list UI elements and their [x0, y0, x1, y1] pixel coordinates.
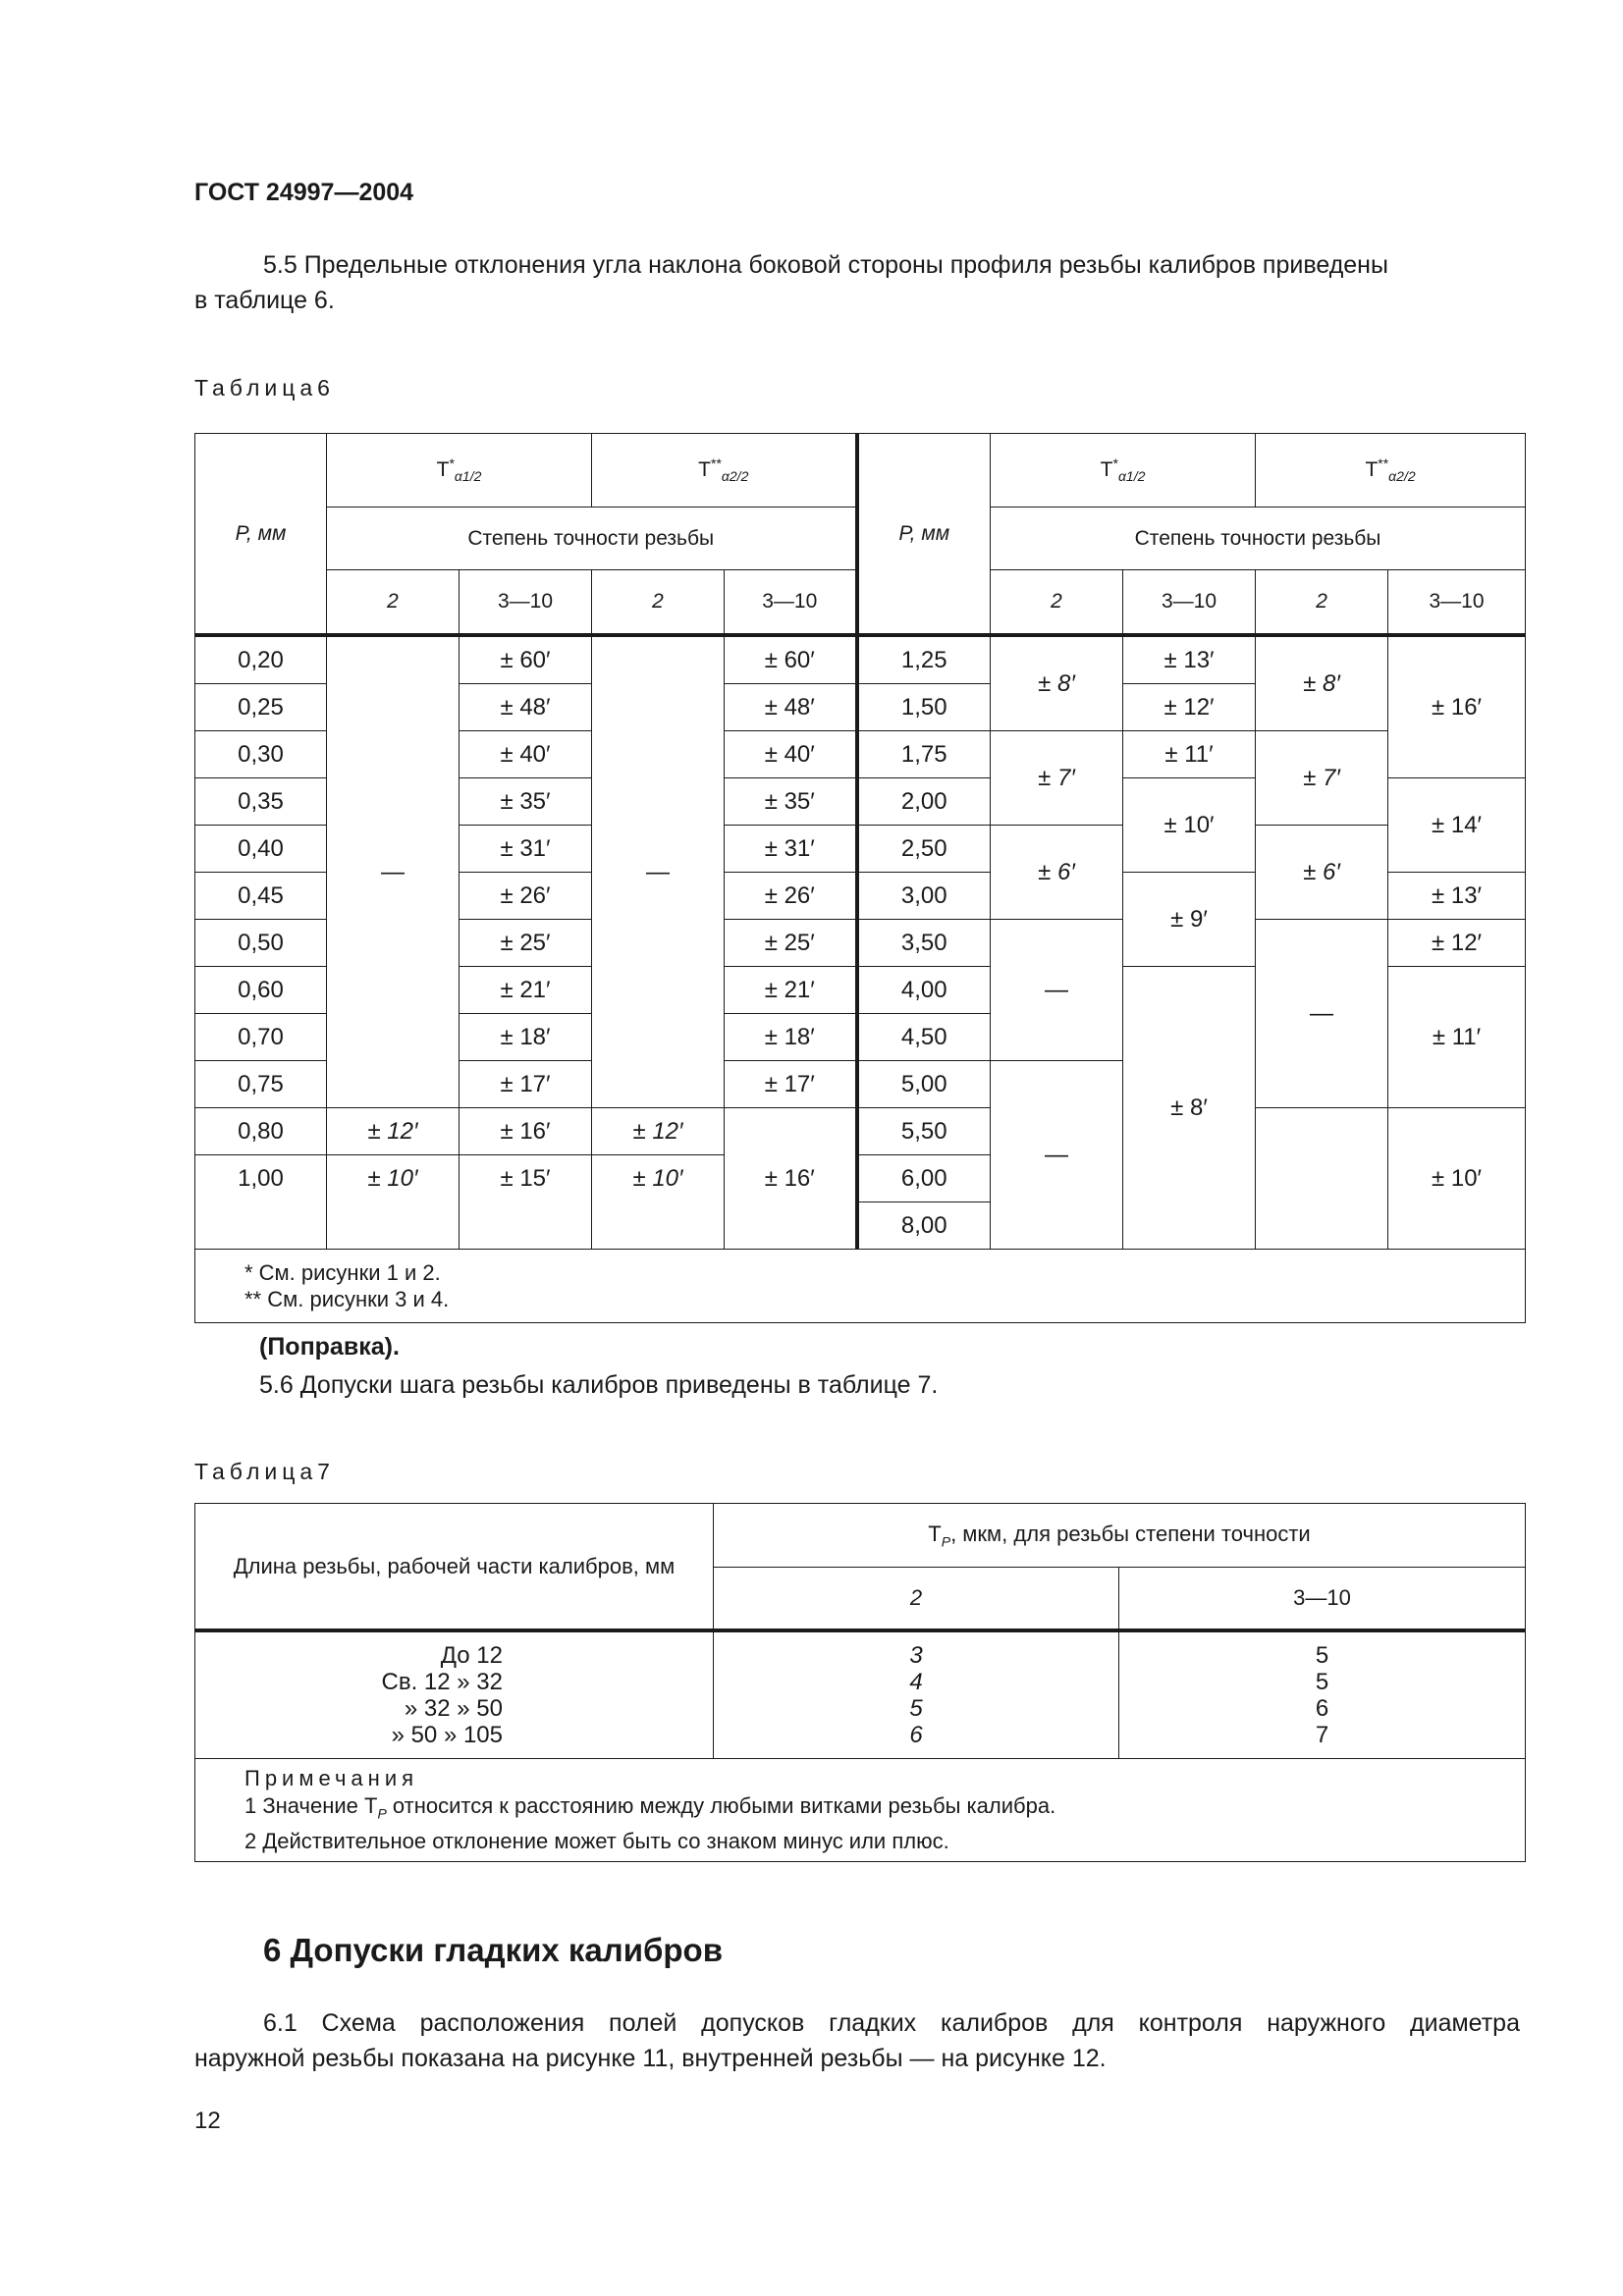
- table7-caption: Таблица7: [194, 1459, 335, 1484]
- table6-cell: 1,50: [857, 684, 991, 731]
- table6-p-header: P, мм: [195, 434, 327, 636]
- table6-caption: Таблица6: [194, 375, 335, 400]
- table6-cell: 0,45: [195, 873, 327, 920]
- table6-cell: ± 16′: [460, 1108, 592, 1155]
- paragraph-6-1-line2: наружной резьбы показана на рисунке 11, внутренней резьбы — на рисунке 12.: [194, 2045, 1107, 2072]
- table6-footnote-2: ** См. рисунки 3 и 4.: [244, 1287, 450, 1311]
- table6-cell: 0,40: [195, 826, 327, 873]
- table6-t1-header-right: $T^*_{\alpha 1/2}$: [991, 434, 1256, 507]
- table6-cell: ± 40′: [725, 731, 857, 778]
- table7-note-1: 1 Значение $T_P$ относится к расстоянию между любыми витками резьбы калибра.: [244, 1793, 1056, 1822]
- table7-value: 3: [909, 1642, 923, 1669]
- table6-cell: ± 10′: [1388, 1108, 1526, 1250]
- table6-cell: ± 6′: [1256, 826, 1388, 920]
- table6-p-header-right: P, мм: [857, 434, 991, 636]
- table6-t1-header: $T^*_{\alpha 1/2}$: [327, 434, 592, 507]
- table6-deg3-10: 3—10: [460, 570, 592, 636]
- table6-cell: ± 8′: [1123, 967, 1256, 1250]
- table7-value: 7: [1315, 1722, 1329, 1748]
- table7-note-2: 2 Действительное отклонение может быть со знаком минус или плюс.: [244, 1828, 949, 1853]
- paragraph-6-1-line1: 6.1 Схема расположения полей допусков гладких калибров для контроля наружного диаметра: [263, 2009, 1520, 2037]
- table7-deg3-values: [1119, 1630, 1526, 1759]
- table6-cell: ± 11′: [1388, 967, 1526, 1108]
- table7-length-row: Св. 12 » 32: [381, 1669, 503, 1695]
- table7-notes: [195, 1759, 1526, 1862]
- table6-t2-header-right: $T^{**}_{\alpha 2/2}$: [1256, 434, 1526, 507]
- table6-cell: 2,50: [857, 826, 991, 873]
- table6-cell: ± 12′: [592, 1108, 725, 1155]
- table6-cell: ± 18′: [725, 1014, 857, 1061]
- table6-cell: ± 10′: [592, 1155, 725, 1250]
- table6-cell: 0,20: [195, 635, 327, 684]
- table7: [194, 1503, 1526, 1862]
- table6-cell: ± 21′: [725, 967, 857, 1014]
- table6-cell: ± 8′: [1256, 635, 1388, 731]
- table7-length-header: Длина резьбы, рабочей части калибров, мм: [195, 1504, 714, 1631]
- table6-cell: ± 12′: [1388, 920, 1526, 967]
- table6-cell: ± 35′: [725, 778, 857, 826]
- table6-cell: —: [592, 635, 725, 1108]
- table6-deg3-10: 3—10: [725, 570, 857, 636]
- table6-cell: 1,00: [195, 1155, 327, 1250]
- paragraph-6-1: [194, 2005, 1520, 2076]
- table7-length-row: » 32 » 50: [404, 1695, 503, 1722]
- table7-value: 6: [909, 1722, 923, 1748]
- table6-cell: 8,00: [857, 1202, 991, 1250]
- table6-cell: ± 14′: [1388, 778, 1526, 873]
- table6-deg2: 2: [1256, 570, 1388, 636]
- table7-lengths: [195, 1630, 714, 1759]
- table6-cell: ± 11′: [1123, 731, 1256, 778]
- table6-cell: ± 13′: [1123, 635, 1256, 684]
- table6-cell: 0,80: [195, 1108, 327, 1155]
- table6-cell: ± 25′: [725, 920, 857, 967]
- table6-t2-header: $T^{**}_{\alpha 2/2}$: [592, 434, 857, 507]
- table6-deg2: 2: [592, 570, 725, 636]
- paragraph-5-6: 5.6 Допуски шага резьбы калибров приведены в таблице 7.: [259, 1371, 939, 1399]
- table6-cell: 4,50: [857, 1014, 991, 1061]
- table7-deg2-header: 2: [714, 1568, 1119, 1631]
- table6-cell: —: [991, 1061, 1123, 1250]
- table7-value: 5: [1315, 1669, 1329, 1695]
- table6-cell: ± 10′: [327, 1155, 460, 1250]
- table6-cell: ± 35′: [460, 778, 592, 826]
- table6-cell: 1,75: [857, 731, 991, 778]
- table6-cell: ± 12′: [1123, 684, 1256, 731]
- table6-cell: ± 31′: [725, 826, 857, 873]
- table6-cell: 2,00: [857, 778, 991, 826]
- table7-length-row: До 12: [440, 1642, 503, 1669]
- table6-cell: ± 7′: [1256, 731, 1388, 826]
- paragraph-5-5-line2: в таблице 6.: [194, 287, 335, 314]
- table6-cell: [1256, 1108, 1388, 1250]
- page-number: 12: [194, 2108, 221, 2134]
- table7-length-row: » 50 » 105: [391, 1722, 503, 1748]
- table6-cell: ± 21′: [460, 967, 592, 1014]
- table6-degree-header-right: Степень точности резьбы: [991, 507, 1526, 570]
- table7-value: 6: [1315, 1695, 1329, 1722]
- table6-cell: ± 13′: [1388, 873, 1526, 920]
- table7-value: 4: [909, 1669, 923, 1695]
- table6-cell: ± 10′: [1123, 778, 1256, 873]
- table6-cell: ± 17′: [460, 1061, 592, 1108]
- table6: [194, 433, 1526, 1323]
- table7-value: 5: [909, 1695, 923, 1722]
- table6-cell: 5,50: [857, 1108, 991, 1155]
- table6-cell: —: [1256, 920, 1388, 1108]
- table6-cell: ± 60′: [460, 635, 592, 684]
- table6-cell: ± 26′: [460, 873, 592, 920]
- table6-cell: 6,00: [857, 1155, 991, 1202]
- table6-deg2: 2: [991, 570, 1123, 636]
- table6-cell: ± 17′: [725, 1061, 857, 1108]
- table6-footnote-1: * См. рисунки 1 и 2.: [244, 1260, 441, 1285]
- table6-deg2: 2: [327, 570, 460, 636]
- table6-cell: ± 12′: [327, 1108, 460, 1155]
- table6-cell: 0,35: [195, 778, 327, 826]
- table6-cell: —: [991, 920, 1123, 1061]
- table7-deg2-values: [714, 1630, 1119, 1759]
- table6-cell: ± 25′: [460, 920, 592, 967]
- table6-cell: ± 40′: [460, 731, 592, 778]
- table6-cell: ± 48′: [725, 684, 857, 731]
- paragraph-5-5-line1: 5.5 Предельные отклонения угла наклона боковой стороны профиля резьбы калибров приведены: [263, 251, 1388, 279]
- table6-cell: —: [327, 635, 460, 1108]
- table6-cell: 0,60: [195, 967, 327, 1014]
- table7-deg3-10-header: 3—10: [1119, 1568, 1526, 1631]
- paragraph-5-5: [194, 247, 1520, 318]
- table6-footnotes: [195, 1250, 1526, 1323]
- table6-cell: 1,25: [857, 635, 991, 684]
- table6-cell: 0,25: [195, 684, 327, 731]
- table6-cell: ± 6′: [991, 826, 1123, 920]
- document-header: ГОСТ 24997—2004: [194, 179, 414, 206]
- table6-cell: 0,50: [195, 920, 327, 967]
- table6-degree-header: Степень точности резьбы: [327, 507, 857, 570]
- table6-cell: 0,75: [195, 1061, 327, 1108]
- correction-note: (Поправка).: [259, 1333, 400, 1361]
- table6-cell: 0,70: [195, 1014, 327, 1061]
- table6-cell: ± 18′: [460, 1014, 592, 1061]
- table6-deg3-10: 3—10: [1388, 570, 1526, 636]
- table7-notes-title: Примечания: [244, 1766, 419, 1791]
- table6-cell: 0,30: [195, 731, 327, 778]
- table6-cell: ± 15′: [460, 1155, 592, 1250]
- table6-cell: ± 48′: [460, 684, 592, 731]
- table6-cell: ± 16′: [725, 1108, 857, 1250]
- table7-tp-header: $T_P$, мкм, для резьбы степени точности: [714, 1504, 1526, 1568]
- table6-cell: 4,00: [857, 967, 991, 1014]
- table6-cell: ± 16′: [1388, 635, 1526, 778]
- table6-deg3-10: 3—10: [1123, 570, 1256, 636]
- table6-cell: ± 31′: [460, 826, 592, 873]
- table6-cell: ± 7′: [991, 731, 1123, 826]
- table6-cell: ± 8′: [991, 635, 1123, 731]
- section-6-heading: 6 Допуски гладких калибров: [263, 1932, 723, 1968]
- table6-cell: ± 60′: [725, 635, 857, 684]
- table6-cell: 5,00: [857, 1061, 991, 1108]
- table6-cell: ± 26′: [725, 873, 857, 920]
- table6-cell: 3,00: [857, 873, 991, 920]
- table6-cell: 3,50: [857, 920, 991, 967]
- table6-cell: ± 9′: [1123, 873, 1256, 967]
- table7-value: 5: [1315, 1642, 1329, 1669]
